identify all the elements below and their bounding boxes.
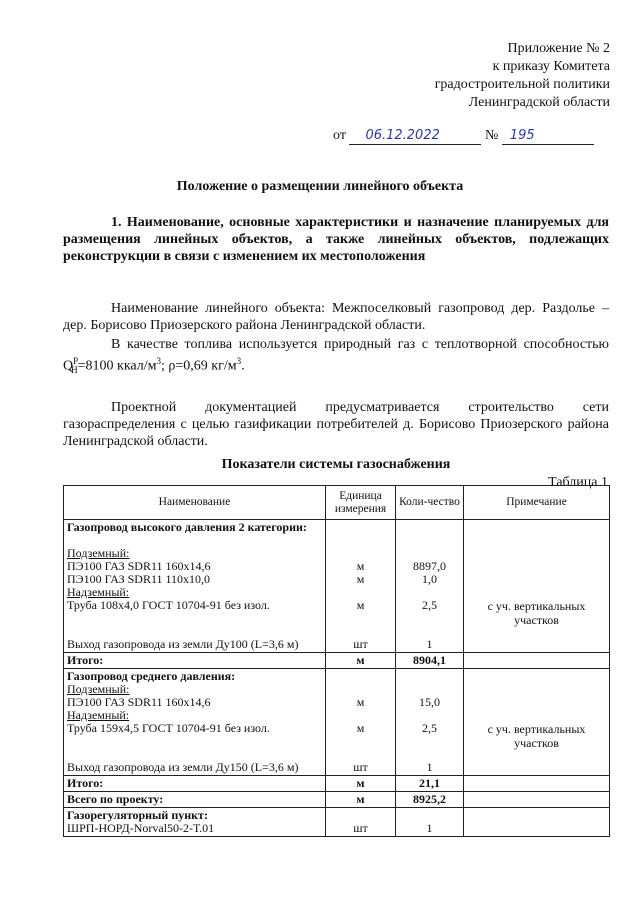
group-high-pressure-title: Газопровод высокого давления 2 категории: — [67, 520, 307, 534]
table-row: Газорегуляторный пункт: ШРП-НОРД-Norval50-2-Т.01 шт 1 — [64, 808, 610, 837]
appendix-number: Приложение № 2 — [507, 41, 610, 56]
paragraph-fuel: В качестве топлива используется природный газ с теплотворной способностью $Q^Р_Н=8100$ ккал/$м^3$; ρ=0,69 $кг/м^3$. — [63, 337, 609, 376]
order-reference: к приказу Комитета — [492, 59, 610, 74]
committee-name: градостроительной политики — [434, 77, 610, 92]
table-row-total: Итого: м 21,1 — [64, 776, 610, 792]
number-label: № — [484, 128, 499, 143]
table-row: Газопровод высокого давления 2 категории: Подземный: ПЭ100 ГАЗ SDR11 160х14,6 ПЭ100 ГАЗ SDR11 110х10,0 Надземный: Труба 108х4,0 ГОСТ 10704-91 без изол. Выход газопровода из земли Ду100 (L=3,6 м) м м м шт 8897,0 1,0 2,5 1 с уч. вертикальных участков — [64, 520, 610, 653]
table-row-grand-total: Всего по проекту: м 8925,2 — [64, 792, 610, 808]
group-medium-pressure-title: Газопровод среднего давления: — [67, 670, 236, 683]
gas-supply-table — [63, 485, 610, 837]
from-label: от — [333, 128, 346, 143]
header-note: Примечание — [464, 486, 610, 520]
note-vertical-sections: с уч. вертикальных участков — [487, 722, 586, 750]
section-heading: 1. Наименование, основные характеристики и назначение планируемых для размещения линейных объектов, а также линейных объектов, подлежащих реконструкции в связи с изменением их местоположения — [63, 215, 609, 264]
table-row-total: Итого: м 8904,1 — [64, 653, 610, 669]
paragraph-object-name: Наименование линейного объекта: Межпоселковый газопровод дер. Раздолье – дер. Борисово Приозерского района Ленинградской области. — [63, 301, 609, 333]
order-number: 195 — [509, 128, 535, 143]
table-header-row — [64, 486, 610, 520]
header-qty: Коли-чество — [396, 486, 464, 520]
group-regulator-title: Газорегуляторный пункт: — [67, 809, 208, 822]
header-unit: Единица измерения — [326, 486, 396, 520]
header-name: Наименование — [64, 486, 326, 520]
page-title: Положение о размещении линейного объекта — [176, 179, 464, 194]
order-date: 06.12.2022 — [365, 128, 440, 143]
note-vertical-sections: с уч. вертикальных участков — [487, 599, 586, 627]
appendix-header — [435, 40, 610, 112]
region-name: Ленинградской области — [468, 95, 610, 110]
table-title: Показатели системы газоснабжения — [221, 457, 451, 472]
order-date-line — [333, 128, 594, 145]
table-row: Газопровод среднего давления: Подземный: ПЭ100 ГАЗ SDR11 160х14,6 Надземный: Труба 159х4,5 ГОСТ 10704-91 без изол. Выход газопровода из земли Ду150 (L=3,6 м) м м шт 15,0 2,5 1 с уч. вертикальных участков — [64, 669, 610, 776]
table-label: Таблица 1 — [548, 475, 608, 490]
paragraph-project: Проектной документацией предусматривается строительство сети газораспределения с целью газификации потребителей д. Борисово Приозерского района Ленинградской области. — [63, 400, 609, 449]
